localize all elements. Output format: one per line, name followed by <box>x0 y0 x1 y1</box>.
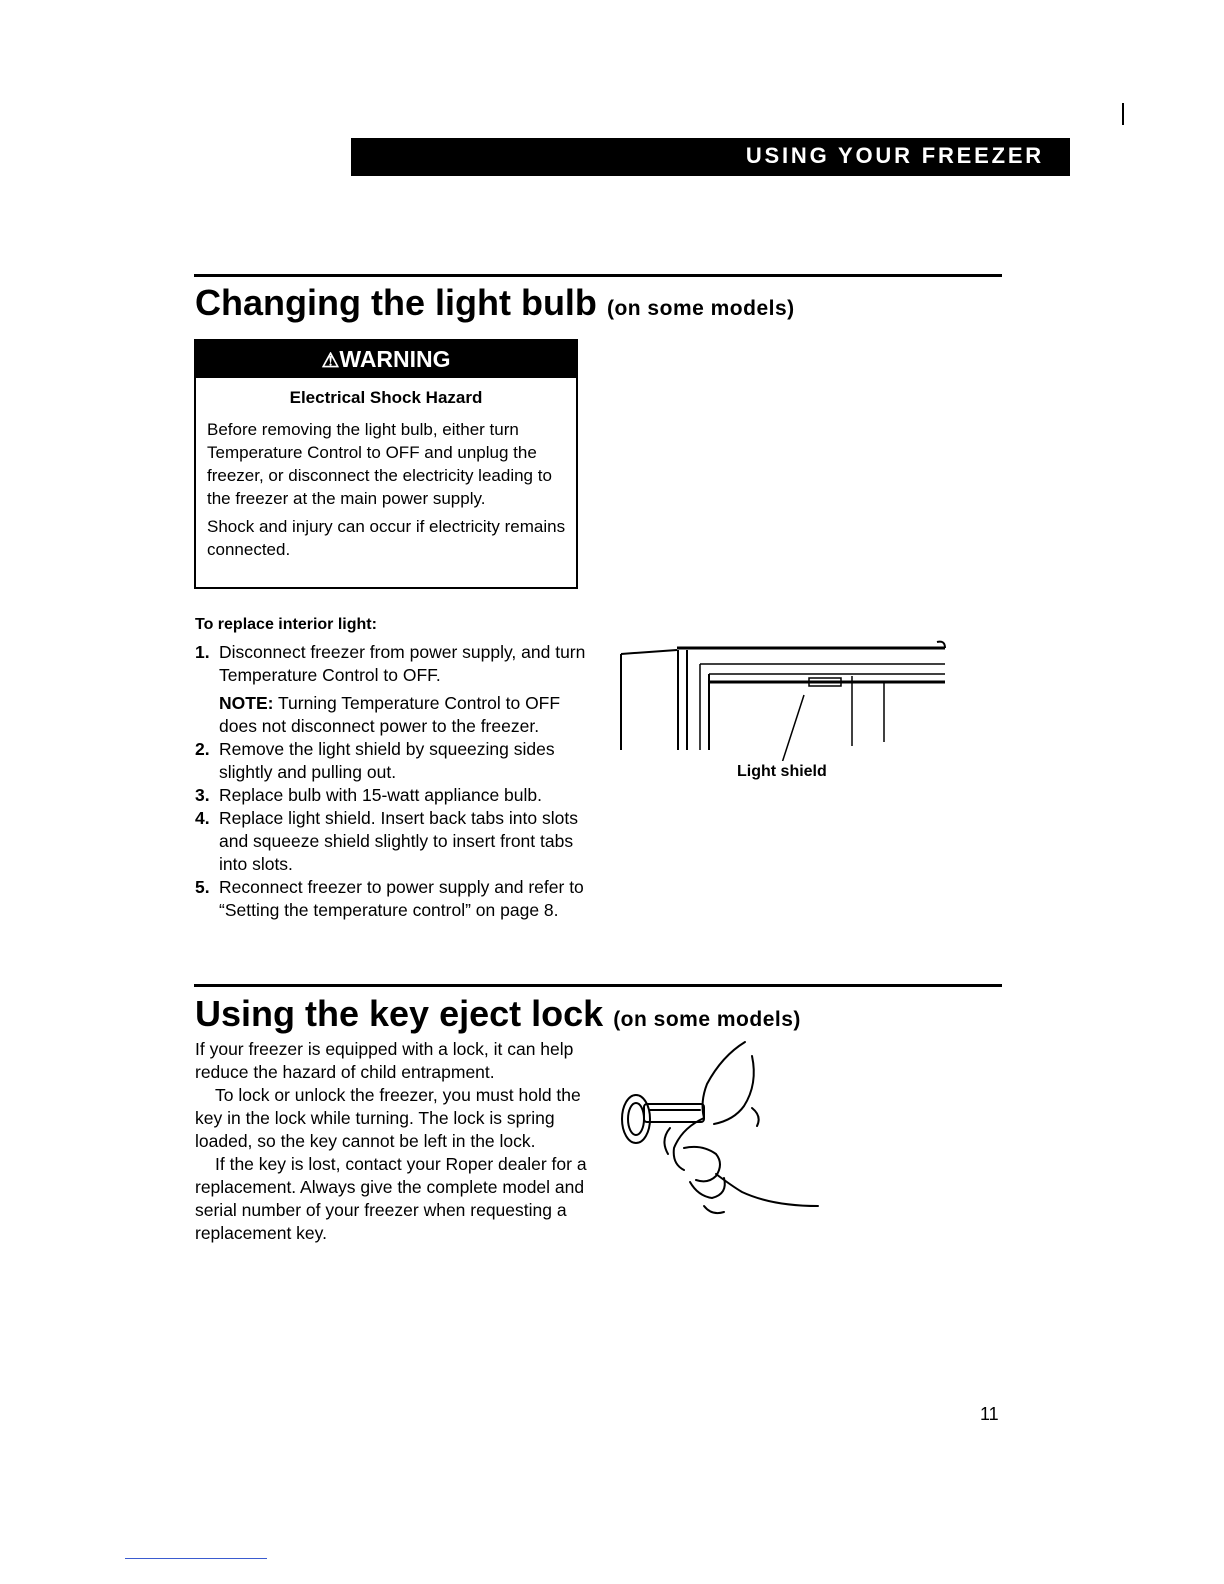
list-item <box>195 738 595 784</box>
step-number: 2. <box>195 739 210 759</box>
paragraph: If your freezer is equipped with a lock, it can help reduce the hazard of child entrapment. <box>195 1039 574 1082</box>
step-number: 4. <box>195 808 210 828</box>
step-number: 5. <box>195 877 210 897</box>
steps-title: To replace interior light: <box>195 616 377 633</box>
list-item <box>195 784 595 807</box>
warning-label: WARNING <box>339 346 451 372</box>
section-rule <box>194 984 1002 987</box>
key-lock-text <box>195 1038 590 1245</box>
step-text: Replace light shield. Insert back tabs into slots and squeeze shield slightly to insert front tabs into slots. <box>219 808 578 874</box>
footer-line <box>125 1558 267 1559</box>
note-label: NOTE: <box>219 693 274 713</box>
key-lock-heading-note: (on some models) <box>613 1008 801 1031</box>
warning-paragraph: Shock and injury can occur if electricity remains connected. <box>207 517 566 559</box>
light-shield-illustration <box>615 636 955 761</box>
step-number: 1. <box>195 642 210 662</box>
paragraph: If the key is lost, contact your Roper dealer for a replacement. Always give the complete model and serial number of your freezer when requesting a replacement key. <box>195 1154 587 1243</box>
step-number: 3. <box>195 785 210 805</box>
light-bulb-heading-text: Changing the light bulb <box>195 282 597 323</box>
figure-label: Light shield <box>737 763 827 780</box>
section-rule <box>194 274 1002 277</box>
list-item <box>195 807 595 876</box>
step-text: Replace bulb with 15-watt appliance bulb. <box>219 785 542 805</box>
step-text: Disconnect freezer from power supply, and turn Temperature Control to OFF. <box>219 642 586 685</box>
warning-title: Electrical Shock Hazard <box>289 388 483 407</box>
key-lock-heading-text: Using the key eject lock <box>195 993 604 1034</box>
paragraph: To lock or unlock the freezer, you must hold the key in the lock while turning. The lock is spring loaded, so the key cannot be left in the lock. <box>195 1085 581 1151</box>
section-title: USING YOUR FREEZER <box>745 143 1044 168</box>
key-lock-heading <box>195 993 801 1034</box>
section-banner <box>351 138 1070 176</box>
key-lock-illustration <box>612 1036 827 1221</box>
light-bulb-heading <box>195 282 795 323</box>
warning-box <box>194 339 578 589</box>
light-bulb-heading-note: (on some models) <box>606 297 795 320</box>
warning-header <box>196 341 576 378</box>
warning-triangle-icon: ⚠ <box>321 350 340 372</box>
list-item <box>195 876 595 922</box>
list-item <box>195 641 595 738</box>
warning-paragraph: Before removing the light bulb, either turn Temperature Control to OFF and unplug the freezer, or disconnect the electricity leading to the freezer at the main power supply. <box>207 420 552 508</box>
step-text: Remove the light shield by squeezing sides slightly and pulling out. <box>219 739 555 782</box>
margin-mark <box>1122 103 1124 125</box>
warning-body <box>207 418 569 566</box>
step-text: Reconnect freezer to power supply and refer to “Setting the temperature control” on page 8. <box>219 877 584 920</box>
note-text: Turning Temperature Control to OFF does not disconnect power to the freezer. <box>219 693 561 736</box>
step-note <box>219 692 595 738</box>
page-number: 11 <box>980 1404 999 1424</box>
steps-list <box>195 641 595 922</box>
